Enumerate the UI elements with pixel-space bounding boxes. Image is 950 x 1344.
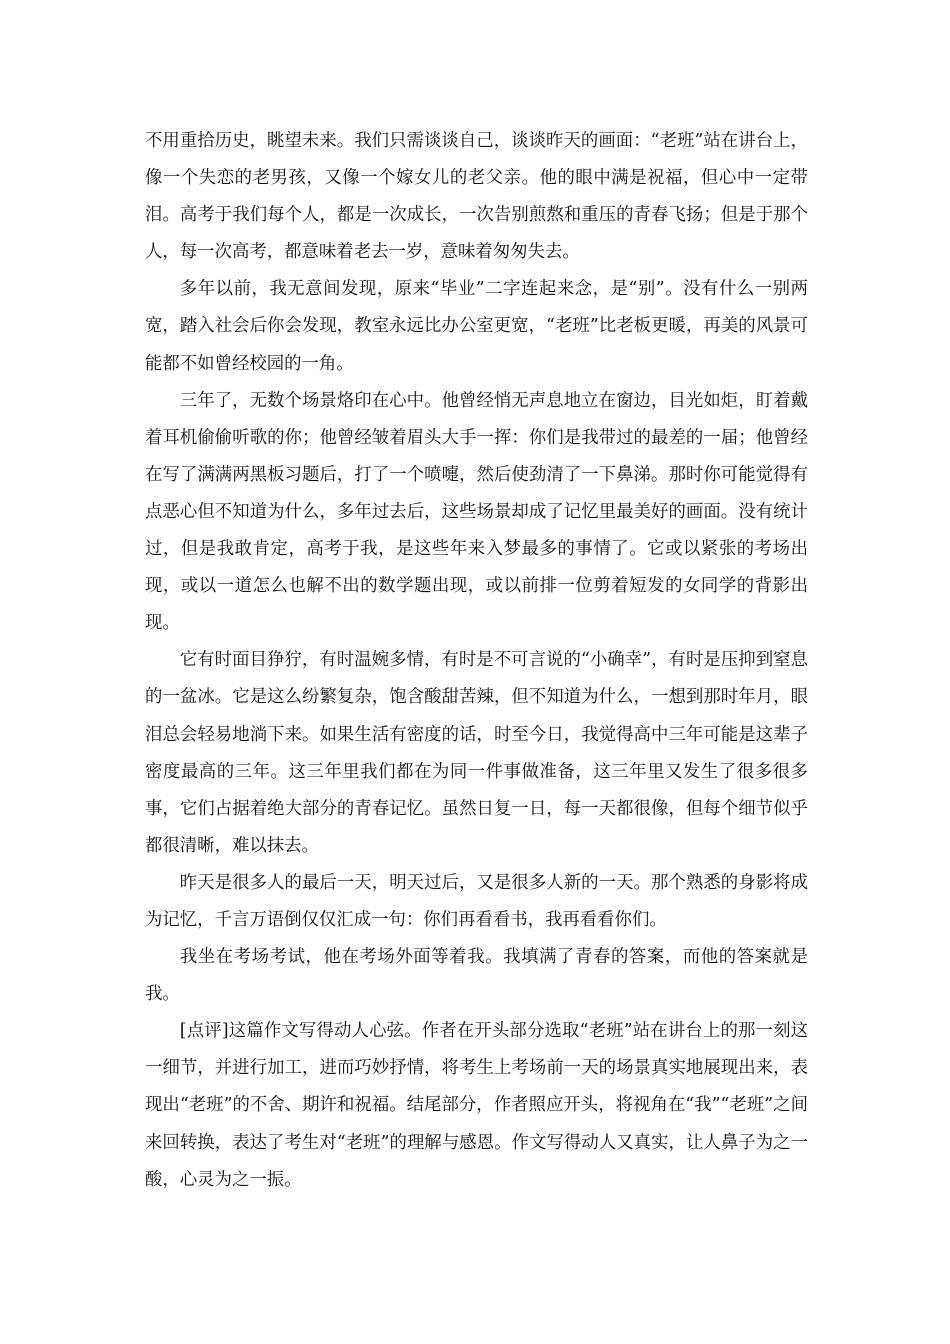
paragraph-graduation: 多年以前，我无意间发现，原来“毕业”二字连起来念，是“别”。没有什么一别两宽，踏入社会后你会发现，教室永远比办公室更宽，“老班”比老板更暖，再美的风景可能都不如曾经校园的一角。 (145, 279, 808, 374)
paragraph-commentary: [点评]这篇作文写得动人心弦。作者在开头部分选取“老班”站在讲台上的那一刻这一细节，并进行加工，进而巧妙抒情，将考生上考场前一天的场景真实地展现出来，表现出“老班”的不舍、期许和祝福。结尾部分，作者照应开头，将视角在“我”“老班”之间来回转换，表达了考生对“老班”的理解与感恩。作文写得动人又真实，让人鼻子为之一酸，心灵为之一振。 (145, 1021, 808, 1190)
paragraph-exam-answer: 我坐在考场考试，他在考场外面等着我。我填满了青春的答案，而他的答案就是我。 (145, 947, 808, 1005)
paragraph-continued-opening: 不用重拾历史，眺望未来。我们只需谈谈自己，谈谈昨天的画面：“老班”站在讲台上，像一个失恋的老男孩，又像一个嫁女儿的老父亲。他的眼中满是祝福，但心中一定带泪。高考于我们每个人，都是一次成长，一次告别煎熬和重压的青春飞扬；但是于那个人，每一次高考，都意味着老去一岁，意味着匆匆失去。 (145, 131, 808, 263)
paragraph-yesterday: 昨天是很多人的最后一天，明天过后，又是很多人新的一天。那个熟悉的身影将成为记忆，千言万语倒仅仅汇成一句：你们再看看书，我再看看你们。 (145, 872, 808, 930)
paragraph-three-years-memories: 三年了，无数个场景烙印在心中。他曾经悄无声息地立在窗边，目光如炬，盯着戴着耳机偷偷听歌的你；他曾经皱着眉头大手一挥：你们是我带过的最差的一届；他曾经在写了满满两黑板习题后，打了一个喷嚏，然后使劲清了一下鼻涕。那时你可能觉得有点恶心但不知道为什么，多年过去后，这些场景却成了记忆里最美好的画面。没有统计过，但是我敢肯定，高考于我，是这些年来入梦最多的事情了。它或以紧张的考场出现，或以一道怎么也解不出的数学题出现，或以前排一位剪着短发的女同学的背影出现。 (145, 390, 808, 634)
essay-body (145, 123, 808, 1199)
paragraph-high-school-density: 它有时面目狰狞，有时温婉多情，有时是不可言说的“小确幸”，有时是压抑到窒息的一盆冰。它是这么纷繁复杂，饱含酸甜苦辣，但不知道为什么，一想到那时年月，眼泪总会轻易地淌下来。如果生活有密度的话，时至今日，我觉得高中三年可能是这辈子密度最高的三年。这三年里我们都在为同一件事做准备，这三年里又发生了很多很多事，它们占据着绝大部分的青春记忆。虽然日复一日，每一天都很像，但每个细节似乎都很清晰，难以抹去。 (145, 650, 808, 856)
